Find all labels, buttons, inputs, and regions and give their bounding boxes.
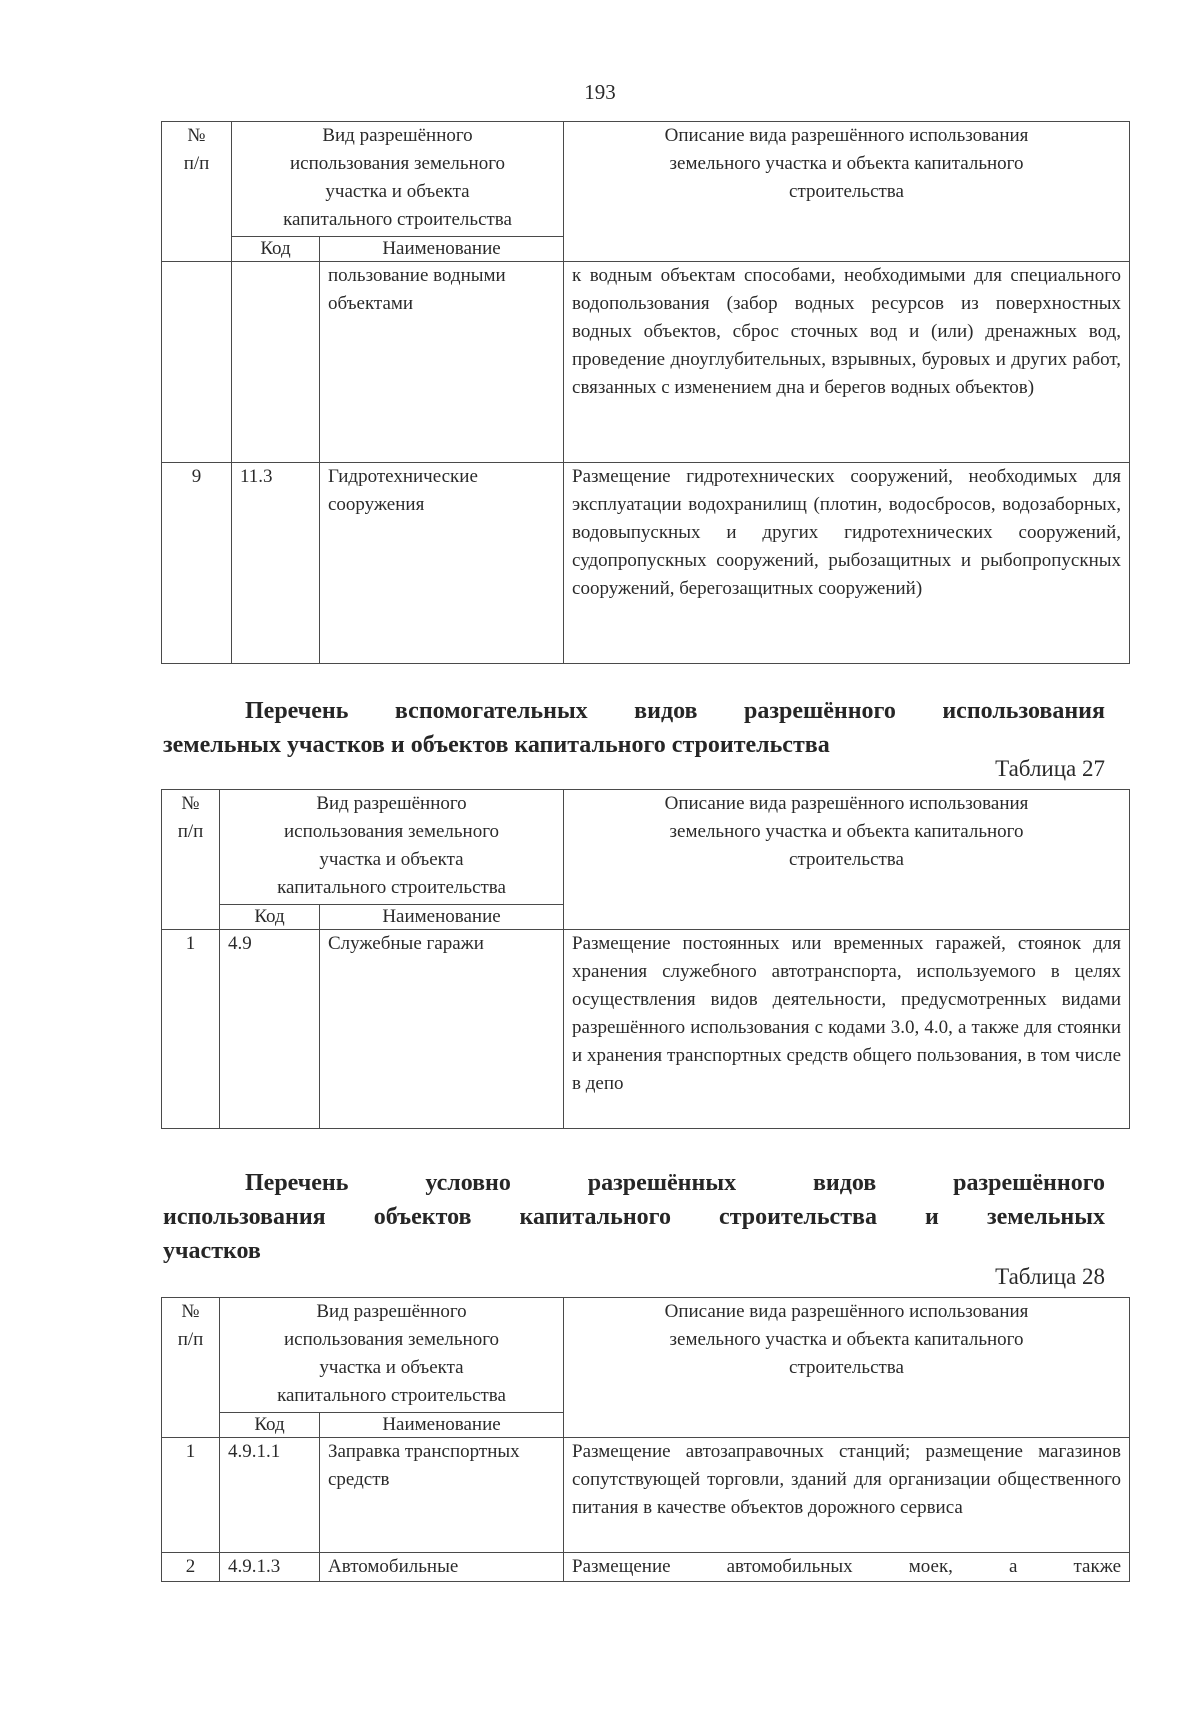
section-heading-conditional — [163, 1166, 1105, 1268]
row-num: 2 — [162, 1553, 220, 1582]
table-caption: Таблица 28 — [995, 1264, 1105, 1289]
row-desc: Размещение гидротехнических сооружений, необходимых для эксплуатации водохранилищ (плотин, водосбросов, водозаборных, водовыпускных и других гидротехнических сооружений, судопропускных сооружений, рыбозащитных и рыбопропускных сооружений, берегозащитных сооружений) — [564, 463, 1130, 664]
page-number: 193 — [584, 80, 616, 104]
table-row — [162, 262, 1130, 463]
row-num: 9 — [162, 463, 232, 664]
table-row — [162, 463, 1130, 664]
row-code: 4.9.1.3 — [220, 1553, 320, 1582]
section-heading-auxiliary — [163, 694, 1105, 762]
row-name: Служебные гаражи — [320, 930, 564, 1129]
row-desc: к водным объектам способами, необходимыми для специального водопользования (забор водных ресурсов из поверхностных водных объектов, сброс сточных вод и (или) дренажных вод, проведение дноуглубительных, взрывных, буровых и других работ, связанных с изменением дна и берегов водных объектов) — [564, 262, 1130, 463]
row-name: пользование водными объектами — [320, 262, 564, 463]
row-code: 4.9.1.1 — [220, 1438, 320, 1553]
heading-line: использования объектов капитального строительства и земельных — [163, 1204, 1105, 1230]
header-name: Наименование — [320, 237, 564, 262]
row-name: Гидротехнические сооружения — [320, 463, 564, 664]
row-name: Автомобильные — [320, 1553, 564, 1582]
table-28 — [161, 1297, 1130, 1582]
header-num: № п/п — [162, 790, 220, 930]
heading-line: земельных участков и объектов капитального строительства — [163, 732, 830, 758]
row-desc: Размещение постоянных или временных гаражей, стоянок для хранения служебного автотранспорта, используемого в целях осуществления видов деятельности, предусмотренных видами разрешённого использования с кодами 3.0, 4.0, а также для стоянки и хранения транспортных средств общего пользования, в том числе в депо — [564, 930, 1130, 1129]
header-code: Код — [232, 237, 320, 262]
header-num: № п/п — [162, 122, 232, 262]
heading-line: Перечень условно разрешённых видов разрешённого — [245, 1170, 1105, 1196]
header-group: Вид разрешённого использования земельного участка и объекта капитального строительства — [220, 1298, 564, 1413]
header-desc: Описание вида разрешённого использования земельного участка и объекта капитального строительства — [564, 122, 1130, 262]
table-caption: Таблица 27 — [995, 756, 1105, 781]
row-desc: Размещение автозаправочных станций; размещение магазинов сопутствующей торговли, зданий для организации общественного питания в качестве объектов дорожного сервиса — [564, 1438, 1130, 1553]
header-desc: Описание вида разрешённого использования земельного участка и объекта капитального строительства — [564, 1298, 1130, 1438]
row-name: Заправка транспортных средств — [320, 1438, 564, 1553]
row-num: 1 — [162, 1438, 220, 1553]
table-continued — [161, 121, 1130, 664]
heading-line: участков — [163, 1238, 261, 1264]
header-code: Код — [220, 1413, 320, 1438]
header-num: № п/п — [162, 1298, 220, 1438]
table-row — [162, 1438, 1130, 1553]
table-row — [162, 1553, 1130, 1582]
row-num: 1 — [162, 930, 220, 1129]
header-group: Вид разрешённого использования земельного участка и объекта капитального строительства — [232, 122, 564, 237]
row-desc: Размещение автомобильных моек, а также — [564, 1553, 1130, 1582]
row-code: 11.3 — [232, 463, 320, 664]
table-27 — [161, 789, 1130, 1129]
header-name: Наименование — [320, 905, 564, 930]
header-name: Наименование — [320, 1413, 564, 1438]
heading-line: Перечень вспомогательных видов разрешённого использования — [245, 698, 1105, 724]
row-num — [162, 262, 232, 463]
header-code: Код — [220, 905, 320, 930]
row-code — [232, 262, 320, 463]
row-code: 4.9 — [220, 930, 320, 1129]
header-desc: Описание вида разрешённого использования земельного участка и объекта капитального строительства — [564, 790, 1130, 930]
header-group: Вид разрешённого использования земельного участка и объекта капитального строительства — [220, 790, 564, 905]
table-row — [162, 930, 1130, 1129]
